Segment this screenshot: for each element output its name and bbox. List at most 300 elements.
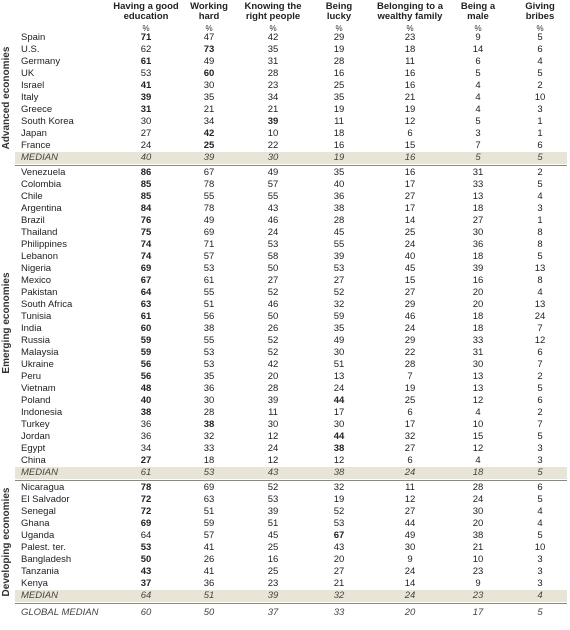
country-row (15, 359, 567, 371)
country-row (15, 323, 567, 335)
value-cell: 59 (140, 335, 152, 346)
value-cell: 4 (537, 56, 543, 67)
value-cell: 14 (404, 215, 416, 226)
value-cell: 39 (267, 506, 279, 517)
value-cell: 12 (267, 431, 279, 442)
value-cell: 49 (267, 167, 279, 178)
value-cell: 11 (334, 116, 344, 127)
value-cell: 5 (537, 68, 543, 79)
value-cell: 5 (537, 152, 543, 163)
value-cell: 17 (404, 179, 416, 190)
value-cell: 16 (404, 68, 416, 79)
value-cell: 13 (534, 299, 546, 310)
value-cell: 49 (203, 215, 215, 226)
value-cell: 4 (537, 506, 543, 517)
country-name: Pakistan (21, 287, 58, 298)
value-cell: 52 (267, 482, 279, 493)
value-cell: 17 (404, 419, 416, 430)
value-cell: 11 (405, 56, 415, 67)
country-row (15, 116, 567, 128)
value-cell: 5 (537, 32, 543, 43)
country-name: MEDIAN (21, 152, 58, 163)
country-row (15, 311, 567, 323)
value-cell: 18 (472, 203, 484, 214)
value-cell: 36 (140, 419, 152, 430)
country-row (15, 506, 567, 518)
value-cell: 52 (267, 347, 279, 358)
country-name: Uganda (21, 530, 55, 541)
value-cell: 7 (537, 419, 543, 430)
value-cell: 11 (405, 482, 415, 493)
value-cell: 35 (333, 92, 345, 103)
value-cell: 61 (203, 275, 215, 286)
value-cell: 1 (537, 128, 543, 139)
value-cell: 53 (333, 518, 345, 529)
country-row (15, 104, 567, 116)
value-cell: 69 (203, 482, 215, 493)
value-cell: 50 (203, 607, 215, 618)
value-cell: 30 (267, 419, 279, 430)
value-cell: 72 (140, 506, 152, 517)
value-cell: 9 (407, 554, 413, 565)
value-cell: 20 (472, 299, 484, 310)
country-row (15, 455, 567, 467)
value-cell: 5 (537, 607, 543, 618)
country-name: Poland (21, 395, 51, 406)
column-header: Being a male (460, 1, 496, 22)
value-cell: 53 (267, 239, 279, 250)
value-cell: 38 (333, 443, 345, 454)
column-header: Giving bribes (525, 1, 555, 22)
value-cell: 26 (203, 554, 215, 565)
value-cell: 39 (267, 116, 279, 127)
value-cell: 31 (140, 104, 152, 115)
country-name: Kenya (21, 578, 48, 589)
value-cell: 20 (404, 607, 416, 618)
value-cell: 57 (203, 530, 215, 541)
value-cell: 18 (472, 467, 484, 478)
value-cell: 43 (333, 542, 345, 553)
value-cell: 44 (404, 518, 416, 529)
country-name: Tunisia (21, 311, 52, 322)
value-cell: 42 (203, 128, 215, 139)
country-row (15, 128, 567, 140)
median-row (15, 152, 567, 164)
value-cell: 27 (333, 275, 345, 286)
column-header: Having a good education (113, 1, 179, 22)
value-cell: 74 (140, 239, 152, 250)
value-cell: 6 (475, 56, 481, 67)
value-cell: 4 (537, 590, 543, 601)
country-name: Brazil (21, 215, 45, 226)
value-cell: 26 (267, 323, 279, 334)
column-unit: % (406, 24, 414, 33)
value-cell: 25 (404, 227, 416, 238)
country-row (15, 371, 567, 383)
value-cell: 24 (534, 311, 546, 322)
country-name: Tanzania (21, 566, 60, 577)
country-row (15, 335, 567, 347)
value-cell: 27 (404, 287, 416, 298)
country-name: Peru (21, 371, 42, 382)
value-cell: 49 (203, 56, 215, 67)
country-name: MEDIAN (21, 467, 58, 478)
country-row (15, 578, 567, 590)
value-cell: 27 (140, 455, 152, 466)
value-cell: 27 (333, 566, 345, 577)
country-name: U.S. (21, 44, 40, 55)
value-cell: 2 (537, 80, 543, 91)
value-cell: 17 (472, 607, 484, 618)
value-cell: 59 (203, 518, 215, 529)
country-name: Italy (21, 92, 39, 103)
value-cell: 53 (140, 542, 152, 553)
value-cell: 3 (537, 554, 543, 565)
value-cell: 43 (267, 203, 279, 214)
value-cell: 42 (267, 32, 279, 43)
value-cell: 50 (267, 263, 279, 274)
value-cell: 55 (203, 287, 215, 298)
country-row (15, 275, 567, 287)
value-cell: 28 (267, 383, 279, 394)
value-cell: 10 (534, 92, 546, 103)
country-name: Germany (21, 56, 61, 67)
country-row (15, 239, 567, 251)
country-name: Argentina (21, 203, 62, 214)
value-cell: 38 (203, 419, 215, 430)
value-cell: 38 (203, 323, 215, 334)
value-cell: 27 (404, 443, 416, 454)
value-cell: 16 (404, 152, 416, 163)
value-cell: 17 (333, 407, 345, 418)
country-name: Malaysia (21, 347, 59, 358)
country-name: Thailand (21, 227, 58, 238)
value-cell: 5 (475, 68, 481, 79)
value-cell: 21 (472, 542, 484, 553)
value-cell: 76 (140, 215, 152, 226)
group-label: Emerging economies (1, 272, 12, 374)
value-cell: 19 (404, 383, 416, 394)
value-cell: 16 (472, 275, 484, 286)
value-cell: 5 (537, 179, 543, 190)
value-cell: 13 (333, 371, 345, 382)
value-cell: 53 (203, 347, 215, 358)
country-row (15, 92, 567, 104)
value-cell: 30 (472, 359, 484, 370)
value-cell: 17 (404, 203, 416, 214)
value-cell: 53 (267, 494, 279, 505)
value-cell: 33 (472, 179, 484, 190)
value-cell: 22 (404, 347, 416, 358)
value-cell: 44 (333, 431, 345, 442)
value-cell: 7 (537, 359, 543, 370)
value-cell: 2 (537, 407, 543, 418)
value-cell: 28 (267, 68, 279, 79)
country-name: Israel (21, 80, 45, 91)
value-cell: 12 (333, 455, 345, 466)
value-cell: 57 (203, 251, 215, 262)
country-row (15, 530, 567, 542)
country-name: Egypt (21, 443, 46, 454)
value-cell: 31 (472, 167, 484, 178)
value-cell: 18 (333, 128, 345, 139)
value-cell: 40 (140, 395, 152, 406)
value-cell: 4 (537, 518, 543, 529)
value-cell: 61 (140, 56, 152, 67)
country-row (15, 251, 567, 263)
value-cell: 46 (267, 215, 279, 226)
value-cell: 78 (140, 482, 152, 493)
country-row (15, 347, 567, 359)
value-cell: 19 (333, 152, 345, 163)
value-cell: 67 (333, 530, 345, 541)
country-name: Philippines (21, 239, 67, 250)
value-cell: 24 (333, 383, 345, 394)
value-cell: 49 (333, 335, 345, 346)
value-cell: 10 (267, 128, 279, 139)
group-separator (15, 165, 567, 166)
value-cell: 34 (267, 92, 279, 103)
value-cell: 59 (140, 347, 152, 358)
value-cell: 35 (203, 371, 215, 382)
value-cell: 84 (140, 203, 152, 214)
value-cell: 18 (472, 311, 484, 322)
value-cell: 69 (140, 263, 152, 274)
country-name: Spain (21, 32, 46, 43)
value-cell: 45 (404, 263, 416, 274)
value-cell: 35 (267, 44, 279, 55)
value-cell: 34 (140, 443, 152, 454)
value-cell: 69 (140, 518, 152, 529)
value-cell: 20 (333, 554, 345, 565)
value-cell: 12 (472, 443, 484, 454)
value-cell: 5 (537, 467, 543, 478)
country-name: Greece (21, 104, 53, 115)
value-cell: 55 (203, 335, 215, 346)
value-cell: 56 (140, 371, 152, 382)
value-cell: 30 (203, 395, 215, 406)
value-cell: 40 (140, 152, 152, 163)
country-row (15, 566, 567, 578)
median-row (15, 590, 567, 602)
country-name: China (21, 455, 46, 466)
value-cell: 8 (537, 275, 543, 286)
value-cell: 71 (203, 239, 215, 250)
country-name: Bangladesh (21, 554, 72, 565)
country-name: Nicaragua (21, 482, 65, 493)
value-cell: 6 (537, 347, 543, 358)
value-cell: 39 (203, 152, 215, 163)
value-cell: 6 (407, 455, 413, 466)
value-cell: 23 (404, 32, 416, 43)
value-cell: 24 (267, 443, 279, 454)
value-cell: 67 (140, 275, 152, 286)
value-cell: 38 (472, 530, 484, 541)
value-cell: 24 (404, 239, 416, 250)
value-cell: 39 (333, 251, 345, 262)
median-row (15, 467, 567, 479)
country-name: South Africa (21, 299, 73, 310)
value-cell: 23 (472, 566, 484, 577)
value-cell: 3 (475, 128, 481, 139)
value-cell: 21 (404, 92, 416, 103)
value-cell: 2 (537, 167, 543, 178)
value-cell: 51 (333, 359, 345, 370)
value-cell: 5 (537, 251, 543, 262)
value-cell: 4 (537, 191, 543, 202)
country-row (15, 167, 567, 179)
country-row (15, 215, 567, 227)
country-row (15, 203, 567, 215)
value-cell: 13 (534, 263, 546, 274)
country-row (15, 542, 567, 554)
value-cell: 40 (333, 179, 345, 190)
value-cell: 64 (140, 287, 152, 298)
value-cell: 55 (267, 191, 279, 202)
country-row (15, 431, 567, 443)
country-row (15, 482, 567, 494)
value-cell: 29 (404, 299, 416, 310)
country-name: Palest. ter. (21, 542, 66, 553)
value-cell: 4 (475, 92, 481, 103)
value-cell: 24 (404, 566, 416, 577)
value-cell: 19 (333, 104, 345, 115)
value-cell: 5 (475, 152, 481, 163)
country-row (15, 287, 567, 299)
country-name: South Korea (21, 116, 74, 127)
value-cell: 23 (472, 590, 484, 601)
value-cell: 2 (537, 371, 543, 382)
value-cell: 53 (140, 68, 152, 79)
column-header: Belonging to a wealthy family (377, 1, 443, 22)
value-cell: 6 (537, 482, 543, 493)
country-row (15, 299, 567, 311)
value-cell: 52 (333, 506, 345, 517)
country-row (15, 494, 567, 506)
value-cell: 4 (475, 455, 481, 466)
value-cell: 36 (140, 431, 152, 442)
value-cell: 61 (140, 311, 152, 322)
country-row (15, 80, 567, 92)
value-cell: 5 (537, 383, 543, 394)
value-cell: 75 (140, 227, 152, 238)
value-cell: 55 (333, 239, 345, 250)
value-cell: 30 (472, 506, 484, 517)
value-cell: 46 (267, 299, 279, 310)
country-row (15, 140, 567, 152)
value-cell: 27 (472, 215, 484, 226)
value-cell: 33 (472, 335, 484, 346)
value-cell: 43 (140, 566, 152, 577)
value-cell: 56 (203, 311, 215, 322)
country-name: Russia (21, 335, 51, 346)
value-cell: 24 (404, 467, 416, 478)
country-name: India (21, 323, 42, 334)
value-cell: 35 (333, 323, 345, 334)
value-cell: 60 (203, 68, 215, 79)
column-unit: % (205, 24, 213, 33)
column-unit: % (474, 24, 482, 33)
country-name: El Salvador (21, 494, 70, 505)
value-cell: 27 (404, 191, 416, 202)
value-cell: 30 (267, 152, 279, 163)
value-cell: 74 (140, 251, 152, 262)
value-cell: 40 (404, 251, 416, 262)
value-cell: 53 (203, 359, 215, 370)
value-cell: 67 (203, 167, 215, 178)
value-cell: 55 (203, 191, 215, 202)
value-cell: 39 (472, 263, 484, 274)
value-cell: 6 (537, 44, 543, 55)
value-cell: 22 (267, 140, 279, 151)
value-cell: 4 (537, 287, 543, 298)
value-cell: 73 (203, 44, 215, 55)
value-cell: 32 (333, 482, 345, 493)
value-cell: 36 (472, 239, 484, 250)
value-cell: 4 (475, 80, 481, 91)
column-header: Working hard (190, 1, 228, 22)
value-cell: 20 (267, 371, 279, 382)
country-row (15, 179, 567, 191)
column-header: Being lucky (325, 1, 353, 22)
value-cell: 31 (472, 347, 484, 358)
country-name: Japan (21, 128, 47, 139)
value-cell: 3 (537, 104, 543, 115)
country-row (15, 68, 567, 80)
value-cell: 41 (203, 542, 215, 553)
value-cell: 25 (333, 80, 345, 91)
value-cell: 30 (140, 116, 152, 127)
column-unit: % (269, 24, 277, 33)
value-cell: 27 (404, 506, 416, 517)
value-cell: 18 (472, 251, 484, 262)
value-cell: 35 (333, 167, 345, 178)
value-cell: 35 (203, 92, 215, 103)
value-cell: 41 (203, 566, 215, 577)
value-cell: 4 (475, 104, 481, 115)
value-cell: 46 (404, 311, 416, 322)
value-cell: 3 (537, 443, 543, 454)
country-row (15, 395, 567, 407)
value-cell: 37 (267, 607, 279, 618)
value-cell: 29 (333, 32, 345, 43)
value-cell: 28 (333, 215, 345, 226)
country-row (15, 407, 567, 419)
value-cell: 52 (333, 287, 345, 298)
value-cell: 7 (537, 323, 543, 334)
value-cell: 21 (203, 104, 215, 115)
value-cell: 5 (475, 116, 481, 127)
value-cell: 39 (140, 92, 152, 103)
country-row (15, 518, 567, 530)
value-cell: 63 (203, 494, 215, 505)
value-cell: 57 (267, 179, 279, 190)
value-cell: 27 (140, 128, 152, 139)
value-cell: 53 (203, 263, 215, 274)
value-cell: 85 (140, 179, 152, 190)
value-cell: 24 (267, 227, 279, 238)
value-cell: 78 (203, 203, 215, 214)
value-cell: 58 (267, 251, 279, 262)
value-cell: 51 (203, 299, 215, 310)
value-cell: 28 (472, 482, 484, 493)
value-cell: 32 (404, 431, 416, 442)
value-cell: 6 (407, 128, 413, 139)
value-cell: 38 (140, 407, 152, 418)
global-median-row (15, 607, 567, 619)
value-cell: 23 (267, 80, 279, 91)
value-cell: 16 (404, 167, 416, 178)
